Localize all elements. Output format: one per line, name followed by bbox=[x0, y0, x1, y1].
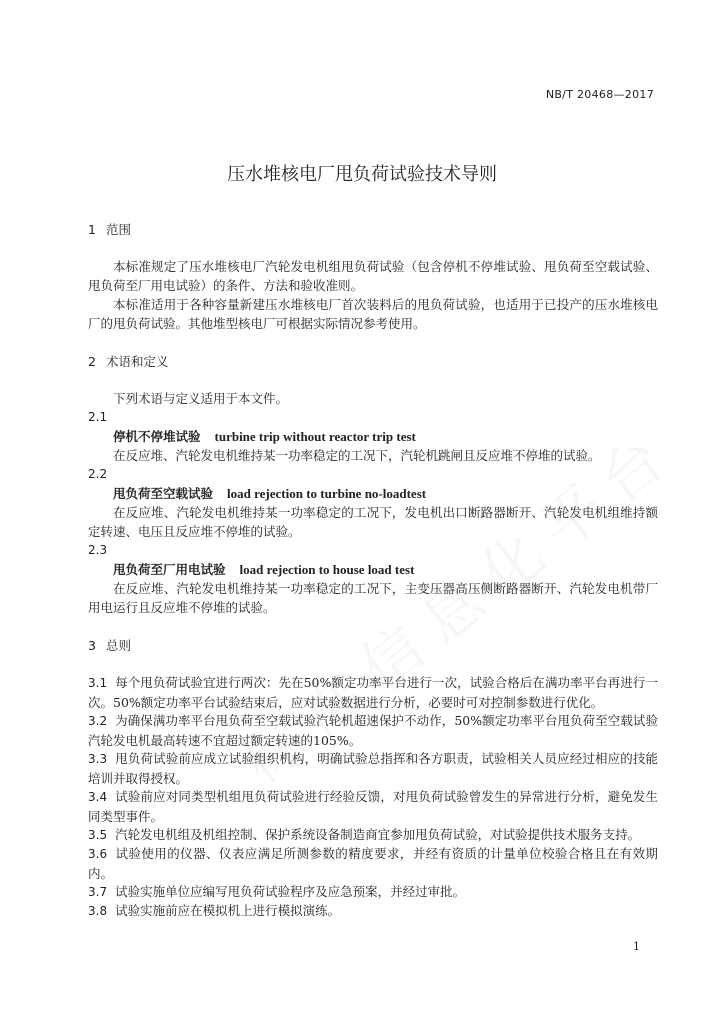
term-name bbox=[88, 427, 683, 446]
term-name-cn: 停机不停堆试验 bbox=[113, 429, 201, 444]
section-heading-scope bbox=[88, 220, 658, 239]
clause bbox=[88, 711, 658, 750]
term-number: 2.3 bbox=[88, 543, 108, 557]
term-definition: 在反应堆、汽轮发电机维持某一功率稳定的工况下，汽轮机跳闸且反应堆不停堆的试验。 bbox=[113, 448, 601, 463]
clause-number: 3.4 bbox=[88, 790, 108, 804]
clause bbox=[88, 882, 658, 902]
clause-text: 每个甩负荷试验宜进行两次：先在50%额定功率平台进行一次，试验合格后在满功率平台再进行一次。50%额定功率平台试验结束后，应对试验数据进行分析，必要时可对控制参数进行优化。 bbox=[88, 675, 658, 711]
scope-paragraph-2: 本标准适用于各种容量新建压水堆核电厂首次装料后的甩负荷试验，也适用于已投产的压水堆核电厂的甩负荷试验。其他堆型核电厂可根据实际情况参考使用。 bbox=[88, 297, 658, 332]
clause-number: 3.2 bbox=[88, 714, 108, 728]
page-number: 1 bbox=[633, 940, 640, 953]
clause bbox=[88, 844, 658, 883]
clause bbox=[88, 749, 658, 788]
clause-text: 汽轮发电机组及机组控制、保护系统设备制造商宜参加甩负荷试验，对试验提供技术服务支持。 bbox=[115, 827, 641, 842]
term-name-en: load rejection to house load test bbox=[239, 562, 415, 577]
clause bbox=[88, 901, 658, 921]
clause-text: 试验前应对同类型机组甩负荷试验进行经验反馈，对甩负荷试验曾发生的异常进行分析，避免发生同类型事件。 bbox=[88, 789, 658, 825]
terms-intro: 下列术语与定义适用于本文件。 bbox=[113, 391, 289, 406]
scope-paragraph-1: 本标准规定了压水堆核电厂汽轮发电机组甩负荷试验（包含停机不停堆试验、甩负荷至空载试验、甩负荷至厂用电试验）的条件、方法和验收准则。 bbox=[88, 259, 658, 294]
clause-number: 3.8 bbox=[88, 904, 108, 918]
term-name-en: turbine trip without reactor trip test bbox=[214, 429, 416, 444]
term-name-cn: 甩负荷至厂用电试验 bbox=[113, 562, 226, 577]
clause-number: 3.5 bbox=[88, 828, 108, 842]
term-definition: 在反应堆、汽轮发电机维持某一功率稳定的工况下，发电机出口断路器断开、汽轮发电机组维持额定转速、电压且反应堆不停堆的试验。 bbox=[88, 505, 658, 540]
section-number: 3 bbox=[88, 638, 96, 653]
term-definition: 在反应堆、汽轮发电机维持某一功率稳定的工况下，主变压器高压侧断路器断开、汽轮发电机带厂用电运行且反应堆不停堆的试验。 bbox=[88, 581, 658, 616]
standard-number: NB/T 20468—2017 bbox=[545, 88, 654, 101]
clause bbox=[88, 825, 658, 845]
section-heading-terms bbox=[88, 352, 658, 371]
clause-number: 3.7 bbox=[88, 885, 108, 899]
clause-number: 3.6 bbox=[88, 847, 108, 861]
clause-text: 甩负荷试验前应成立试验组织机构，明确试验总指挥和各方职责，试验相关人员应经过相应的技能培训并取得授权。 bbox=[88, 751, 658, 787]
section-title: 术语和定义 bbox=[106, 354, 169, 369]
section-title: 总则 bbox=[106, 638, 132, 653]
term-number: 2.1 bbox=[88, 410, 108, 424]
clause-text: 试验实施前应在模拟机上进行模拟演练。 bbox=[115, 903, 341, 918]
clause-text: 试验使用的仪器、仪表应满足所测参数的精度要求，并经有资质的计量单位校验合格且在有效期内。 bbox=[88, 846, 658, 882]
clause bbox=[88, 673, 658, 712]
section-title: 范围 bbox=[106, 222, 132, 237]
clause-number: 3.3 bbox=[88, 752, 108, 766]
term-number: 2.2 bbox=[88, 467, 108, 481]
document-title: 压水堆核电厂甩负荷试验技术导则 bbox=[227, 164, 497, 185]
clause-text: 为确保满功率平台甩负荷至空载试验汽轮机超速保护不动作，50%额定功率平台甩负荷至空载试验汽轮发电机最高转速不宜超过额定转速的105%。 bbox=[88, 713, 658, 749]
term-name bbox=[88, 484, 683, 503]
section-heading-general bbox=[88, 636, 658, 655]
clause-text: 试验实施单位应编写甩负荷试验程序及应急预案，并经过审批。 bbox=[115, 884, 466, 899]
term-name bbox=[88, 560, 683, 579]
term-name-en: load rejection to turbine no-loadtest bbox=[227, 486, 427, 501]
clause-number: 3.1 bbox=[88, 676, 108, 690]
section-number: 2 bbox=[88, 354, 96, 369]
term-name-cn: 甩负荷至空载试验 bbox=[113, 486, 214, 501]
clause bbox=[88, 787, 658, 826]
section-number: 1 bbox=[88, 222, 96, 237]
